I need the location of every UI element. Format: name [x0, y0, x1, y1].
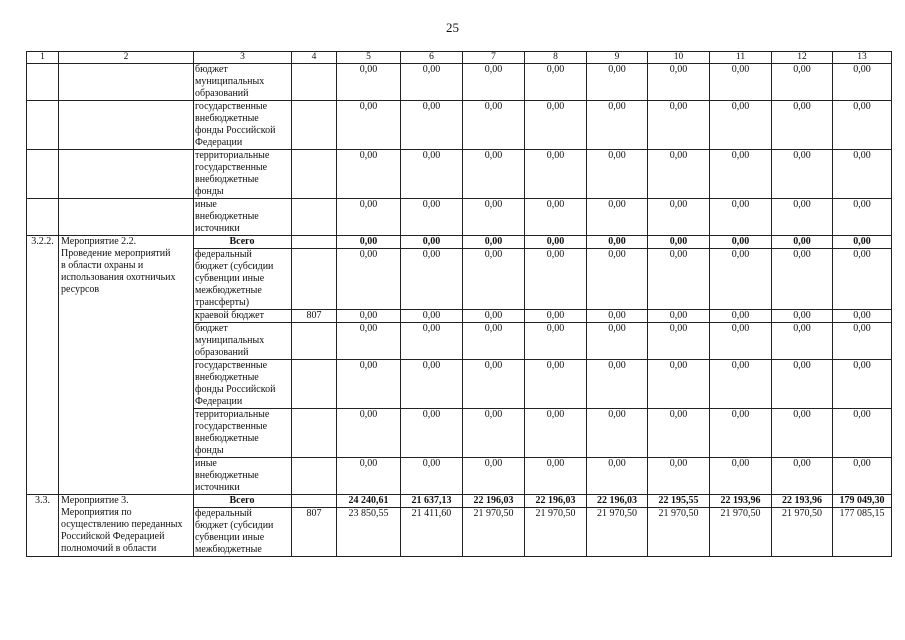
code-cell: 807 [292, 310, 337, 323]
value-cell: 0,00 [710, 236, 772, 249]
value-cell: 0,00 [710, 360, 772, 409]
value-cell: 22 196,03 [463, 495, 525, 508]
funding-source: Всего [194, 495, 292, 508]
value-cell: 0,00 [463, 458, 525, 495]
value-cell: 0,00 [587, 310, 648, 323]
value-cell: 0,00 [833, 64, 892, 101]
value-cell: 0,00 [772, 64, 833, 101]
value-cell: 0,00 [463, 310, 525, 323]
column-number: 7 [463, 52, 525, 64]
row-number [27, 101, 59, 150]
value-cell: 0,00 [710, 458, 772, 495]
value-cell: 0,00 [587, 409, 648, 458]
value-cell: 22 193,96 [772, 495, 833, 508]
code-cell [292, 249, 337, 310]
value-cell: 0,00 [525, 101, 587, 150]
value-cell: 21 970,50 [710, 508, 772, 557]
event-name: Мероприятие 3. Мероприятия по осуществлению переданных Российской Федерацией полномочий в области [59, 495, 194, 557]
value-cell: 0,00 [401, 199, 463, 236]
value-cell: 0,00 [772, 323, 833, 360]
value-cell: 0,00 [833, 199, 892, 236]
value-cell: 0,00 [772, 199, 833, 236]
code-cell [292, 323, 337, 360]
value-cell: 0,00 [337, 236, 401, 249]
value-cell: 179 049,30 [833, 495, 892, 508]
code-cell [292, 458, 337, 495]
funding-source: территориальные государственные внебюджетные фонды [194, 150, 292, 199]
value-cell: 0,00 [401, 360, 463, 409]
value-cell: 0,00 [337, 64, 401, 101]
code-cell [292, 495, 337, 508]
table-row [27, 150, 892, 199]
value-cell: 0,00 [648, 150, 710, 199]
value-cell: 0,00 [401, 101, 463, 150]
table-row [27, 495, 892, 508]
value-cell: 0,00 [463, 101, 525, 150]
column-number: 3 [194, 52, 292, 64]
value-cell: 0,00 [710, 101, 772, 150]
row-number [27, 199, 59, 236]
funding-source: краевой бюджет [194, 310, 292, 323]
funding-source: бюджет муниципальных образований [194, 64, 292, 101]
value-cell: 0,00 [833, 458, 892, 495]
value-cell: 0,00 [587, 360, 648, 409]
row-number [27, 64, 59, 101]
value-cell: 22 193,96 [710, 495, 772, 508]
column-number: 10 [648, 52, 710, 64]
value-cell: 0,00 [463, 360, 525, 409]
value-cell: 0,00 [463, 323, 525, 360]
funding-source: иные внебюджетные источники [194, 199, 292, 236]
value-cell: 22 195,55 [648, 495, 710, 508]
value-cell: 0,00 [710, 323, 772, 360]
value-cell: 0,00 [648, 458, 710, 495]
value-cell: 22 196,03 [525, 495, 587, 508]
value-cell: 21 970,50 [463, 508, 525, 557]
budget-table [26, 51, 892, 557]
value-cell: 0,00 [587, 199, 648, 236]
code-cell [292, 150, 337, 199]
value-cell: 0,00 [772, 249, 833, 310]
value-cell: 0,00 [710, 199, 772, 236]
table-row [27, 64, 892, 101]
funding-source: Всего [194, 236, 292, 249]
value-cell: 0,00 [525, 360, 587, 409]
column-number: 5 [337, 52, 401, 64]
value-cell: 0,00 [337, 310, 401, 323]
value-cell: 0,00 [710, 310, 772, 323]
column-number: 1 [27, 52, 59, 64]
value-cell: 0,00 [710, 64, 772, 101]
value-cell: 0,00 [772, 458, 833, 495]
value-cell: 0,00 [587, 458, 648, 495]
code-cell [292, 409, 337, 458]
value-cell: 21 970,50 [648, 508, 710, 557]
table-row [27, 101, 892, 150]
value-cell: 0,00 [587, 249, 648, 310]
value-cell: 0,00 [401, 323, 463, 360]
value-cell: 0,00 [525, 310, 587, 323]
value-cell: 0,00 [772, 360, 833, 409]
event-name [59, 101, 194, 150]
funding-source: федеральный бюджет (субсидии субвенции иные межбюджетные трансферты) [194, 249, 292, 310]
value-cell: 0,00 [772, 101, 833, 150]
value-cell: 0,00 [587, 236, 648, 249]
row-number: 3.2.2. [27, 236, 59, 495]
column-number: 9 [587, 52, 648, 64]
value-cell: 0,00 [525, 323, 587, 360]
column-number: 6 [401, 52, 463, 64]
value-cell: 0,00 [587, 150, 648, 199]
column-number: 12 [772, 52, 833, 64]
code-cell [292, 199, 337, 236]
value-cell: 23 850,55 [337, 508, 401, 557]
value-cell: 0,00 [525, 236, 587, 249]
value-cell: 0,00 [463, 409, 525, 458]
value-cell: 0,00 [648, 310, 710, 323]
value-cell: 0,00 [525, 64, 587, 101]
value-cell: 0,00 [833, 323, 892, 360]
value-cell: 0,00 [337, 409, 401, 458]
event-name [59, 64, 194, 101]
value-cell: 22 196,03 [587, 495, 648, 508]
value-cell: 0,00 [648, 360, 710, 409]
column-number: 13 [833, 52, 892, 64]
value-cell: 0,00 [648, 64, 710, 101]
code-cell [292, 101, 337, 150]
funding-source: иные внебюджетные источники [194, 458, 292, 495]
value-cell: 0,00 [833, 101, 892, 150]
value-cell: 0,00 [587, 64, 648, 101]
value-cell: 0,00 [337, 101, 401, 150]
value-cell: 0,00 [525, 199, 587, 236]
value-cell: 0,00 [587, 323, 648, 360]
value-cell: 0,00 [401, 236, 463, 249]
value-cell: 21 970,50 [525, 508, 587, 557]
funding-source: бюджет муниципальных образований [194, 323, 292, 360]
row-number [27, 150, 59, 199]
value-cell: 0,00 [833, 310, 892, 323]
column-number: 8 [525, 52, 587, 64]
column-number: 2 [59, 52, 194, 64]
value-cell: 0,00 [463, 150, 525, 199]
value-cell: 0,00 [772, 310, 833, 323]
value-cell: 0,00 [648, 236, 710, 249]
value-cell: 0,00 [463, 64, 525, 101]
value-cell: 24 240,61 [337, 495, 401, 508]
value-cell: 0,00 [525, 249, 587, 310]
value-cell: 0,00 [710, 249, 772, 310]
funding-source: территориальные государственные внебюджетные фонды [194, 409, 292, 458]
value-cell: 0,00 [772, 409, 833, 458]
value-cell: 0,00 [337, 323, 401, 360]
value-cell: 0,00 [337, 150, 401, 199]
value-cell: 0,00 [772, 150, 833, 199]
value-cell: 0,00 [833, 150, 892, 199]
value-cell: 0,00 [833, 360, 892, 409]
value-cell: 0,00 [401, 64, 463, 101]
value-cell: 21 970,50 [772, 508, 833, 557]
funding-source: государственные внебюджетные фонды Российской Федерации [194, 101, 292, 150]
value-cell: 0,00 [337, 360, 401, 409]
value-cell: 21 970,50 [587, 508, 648, 557]
value-cell: 21 637,13 [401, 495, 463, 508]
value-cell: 21 411,60 [401, 508, 463, 557]
value-cell: 0,00 [401, 458, 463, 495]
value-cell: 0,00 [833, 249, 892, 310]
value-cell: 0,00 [401, 249, 463, 310]
table-row [27, 199, 892, 236]
value-cell: 0,00 [833, 236, 892, 249]
value-cell: 0,00 [463, 249, 525, 310]
value-cell: 0,00 [525, 409, 587, 458]
funding-source: государственные внебюджетные фонды Российской Федерации [194, 360, 292, 409]
value-cell: 0,00 [337, 199, 401, 236]
column-number: 11 [710, 52, 772, 64]
row-number: 3.3. [27, 495, 59, 557]
event-name: Мероприятие 2.2. Проведение мероприятий в области охраны и использования охотничьих ресурсов [59, 236, 194, 495]
value-cell: 0,00 [833, 409, 892, 458]
page-number: 25 [446, 20, 459, 35]
code-cell [292, 64, 337, 101]
value-cell: 0,00 [648, 409, 710, 458]
value-cell: 0,00 [463, 199, 525, 236]
value-cell: 0,00 [401, 150, 463, 199]
value-cell: 0,00 [401, 409, 463, 458]
table-row [27, 236, 892, 249]
value-cell: 0,00 [648, 199, 710, 236]
value-cell: 0,00 [648, 249, 710, 310]
value-cell: 0,00 [648, 323, 710, 360]
value-cell: 0,00 [648, 101, 710, 150]
value-cell: 0,00 [587, 101, 648, 150]
code-cell [292, 360, 337, 409]
value-cell: 0,00 [525, 458, 587, 495]
event-name [59, 150, 194, 199]
value-cell: 0,00 [710, 150, 772, 199]
code-cell: 807 [292, 508, 337, 557]
value-cell: 177 085,15 [833, 508, 892, 557]
value-cell: 0,00 [525, 150, 587, 199]
funding-source: федеральный бюджет (субсидии субвенции иные межбюджетные [194, 508, 292, 557]
event-name [59, 199, 194, 236]
column-number: 4 [292, 52, 337, 64]
value-cell: 0,00 [401, 310, 463, 323]
value-cell: 0,00 [337, 458, 401, 495]
column-number-row [27, 52, 892, 64]
value-cell: 0,00 [337, 249, 401, 310]
value-cell: 0,00 [772, 236, 833, 249]
value-cell: 0,00 [710, 409, 772, 458]
value-cell: 0,00 [463, 236, 525, 249]
code-cell [292, 236, 337, 249]
